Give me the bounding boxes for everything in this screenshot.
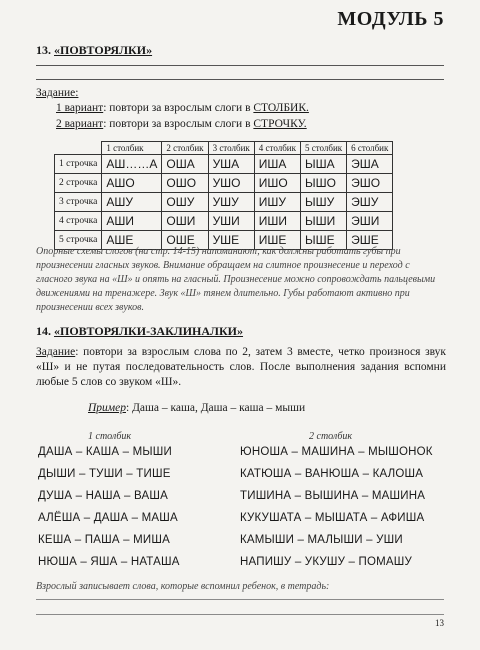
table-header-cell: 1 столбик	[102, 142, 162, 155]
section13-rule-1	[36, 65, 444, 66]
table-cell: ЭШИ	[347, 212, 393, 231]
row-label: 2 строчка	[55, 174, 102, 193]
table-cell: АШЕ	[102, 231, 162, 250]
table-corner-cell	[55, 142, 102, 155]
syllable-table	[54, 141, 393, 250]
table-cell: АШИ	[102, 212, 162, 231]
word-line-col1: ДЫШИ – ТУШИ – ТИШЕ	[38, 468, 171, 480]
table-cell: УША	[208, 155, 254, 174]
section13-heading	[36, 43, 152, 58]
section13-title: «ПОВТОРЯЛКИ»	[54, 43, 153, 57]
variant2-line: 2 вариант: повтори за взрослым слоги в СТРОЧКУ.	[56, 118, 307, 130]
word-line-col2: КАТЮША – ВАНЮША – КАЛОША	[240, 468, 424, 480]
word-line-col1: НЮША – ЯША – НАТАША	[38, 556, 180, 568]
table-header-row	[55, 142, 393, 155]
table-row	[55, 193, 393, 212]
table-cell: ЭША	[347, 155, 393, 174]
row-label: 1 строчка	[55, 155, 102, 174]
word-line-col2: КУКУШАТА – МЫШАТА – АФИША	[240, 512, 425, 524]
section14-heading	[36, 324, 243, 339]
column1-title: 1 столбик	[88, 431, 132, 442]
table-cell: ЭШО	[347, 174, 393, 193]
footer-note: Взрослый записывает слова, которые вспомнил ребенок, в тетрадь:	[36, 581, 330, 592]
table-cell: ИША	[254, 155, 300, 174]
answer-line-1	[36, 599, 444, 600]
word-line-col2: ЮНОША – МАШИНА – МЫШОНОК	[240, 446, 433, 458]
section13-note: Опорные схемы слогов (на стр. 14-15) напоминают, как должны работать губы при произнесении гласных звуков. Внимание обращаем на слитное произнесение и переход с гласного звука на «Ш» и опять на гласный. Произнесение можно сопровождать пальцевыми движениями на тренажере. Звук «Ш» тянем длительно. Губы работают активно при произнесении всех звуков.	[36, 246, 436, 313]
table-cell: ИШЕ	[254, 231, 300, 250]
table-row	[55, 212, 393, 231]
example-line: Пример: Даша – каша, Даша – каша – мыши	[88, 402, 306, 414]
word-line-col2: ТИШИНА – ВЫШИНА – МАШИНА	[240, 490, 426, 502]
page-number: 13	[435, 618, 444, 628]
word-line-col1: КЕША – ПАША – МИША	[38, 534, 170, 546]
table-row	[55, 174, 393, 193]
row-label: 5 строчка	[55, 231, 102, 250]
table-cell: УШИ	[208, 212, 254, 231]
table-cell: УШУ	[208, 193, 254, 212]
table-cell: ЫШИ	[300, 212, 346, 231]
table-cell: АШО	[102, 174, 162, 193]
table-cell: ИШИ	[254, 212, 300, 231]
word-line-col2: НАПИШУ – УКУШУ – ПОМАШУ	[240, 556, 412, 568]
section14-task: Задание: повтори за взрослым слова по 2, затем 3 вместе, четко произнося звук «Ш» и не путая последовательность слов. После выполнения задания вспомни любые 5 слов со звуком «Ш».	[36, 346, 446, 388]
variant1-line: 1 вариант: повтори за взрослым слоги в СТОЛБИК.	[56, 102, 309, 114]
word-line-col1: ДАША – КАША – МЫШИ	[38, 446, 172, 458]
table-cell: ЫШЕ	[300, 231, 346, 250]
table-header-cell: 3 столбик	[208, 142, 254, 155]
table-cell: АШ……А	[102, 155, 162, 174]
table-cell: УШО	[208, 174, 254, 193]
word-line-col1: ДУША – НАША – ВАША	[38, 490, 168, 502]
table-cell: ОШО	[162, 174, 208, 193]
section14-title: «ПОВТОРЯЛКИ-ЗАКЛИНАЛКИ»	[54, 324, 244, 338]
word-line-col1: АЛЁША – ДАША – МАША	[38, 512, 178, 524]
row-label: 4 строчка	[55, 212, 102, 231]
column2-title: 2 столбик	[309, 431, 353, 442]
module-title: МОДУЛЬ 5	[337, 8, 444, 30]
table-header-cell: 6 столбик	[347, 142, 393, 155]
table-header-cell: 5 столбик	[300, 142, 346, 155]
section13-number: 13.	[36, 43, 51, 57]
table-cell: ЭШУ	[347, 193, 393, 212]
table-cell: ЭШЕ	[347, 231, 393, 250]
table-cell: ОШЕ	[162, 231, 208, 250]
table-cell: ИШУ	[254, 193, 300, 212]
table-cell: ИШО	[254, 174, 300, 193]
table-cell: ОШИ	[162, 212, 208, 231]
table-cell: ЫШУ	[300, 193, 346, 212]
table-row	[55, 155, 393, 174]
section13-task-label: Задание:	[36, 87, 79, 99]
table-cell: ОША	[162, 155, 208, 174]
table-cell: ЫША	[300, 155, 346, 174]
answer-line-2	[36, 614, 444, 615]
word-line-col2: КАМЫШИ – МАЛЫШИ – УШИ	[240, 534, 403, 546]
section14-number: 14.	[36, 324, 51, 338]
table-header-cell: 4 столбик	[254, 142, 300, 155]
section13-rule-2	[36, 79, 444, 80]
table-cell: ЫШО	[300, 174, 346, 193]
row-label: 3 строчка	[55, 193, 102, 212]
table-header-cell: 2 столбик	[162, 142, 208, 155]
table-cell: ОШУ	[162, 193, 208, 212]
table-cell: УШЕ	[208, 231, 254, 250]
table-cell: АШУ	[102, 193, 162, 212]
